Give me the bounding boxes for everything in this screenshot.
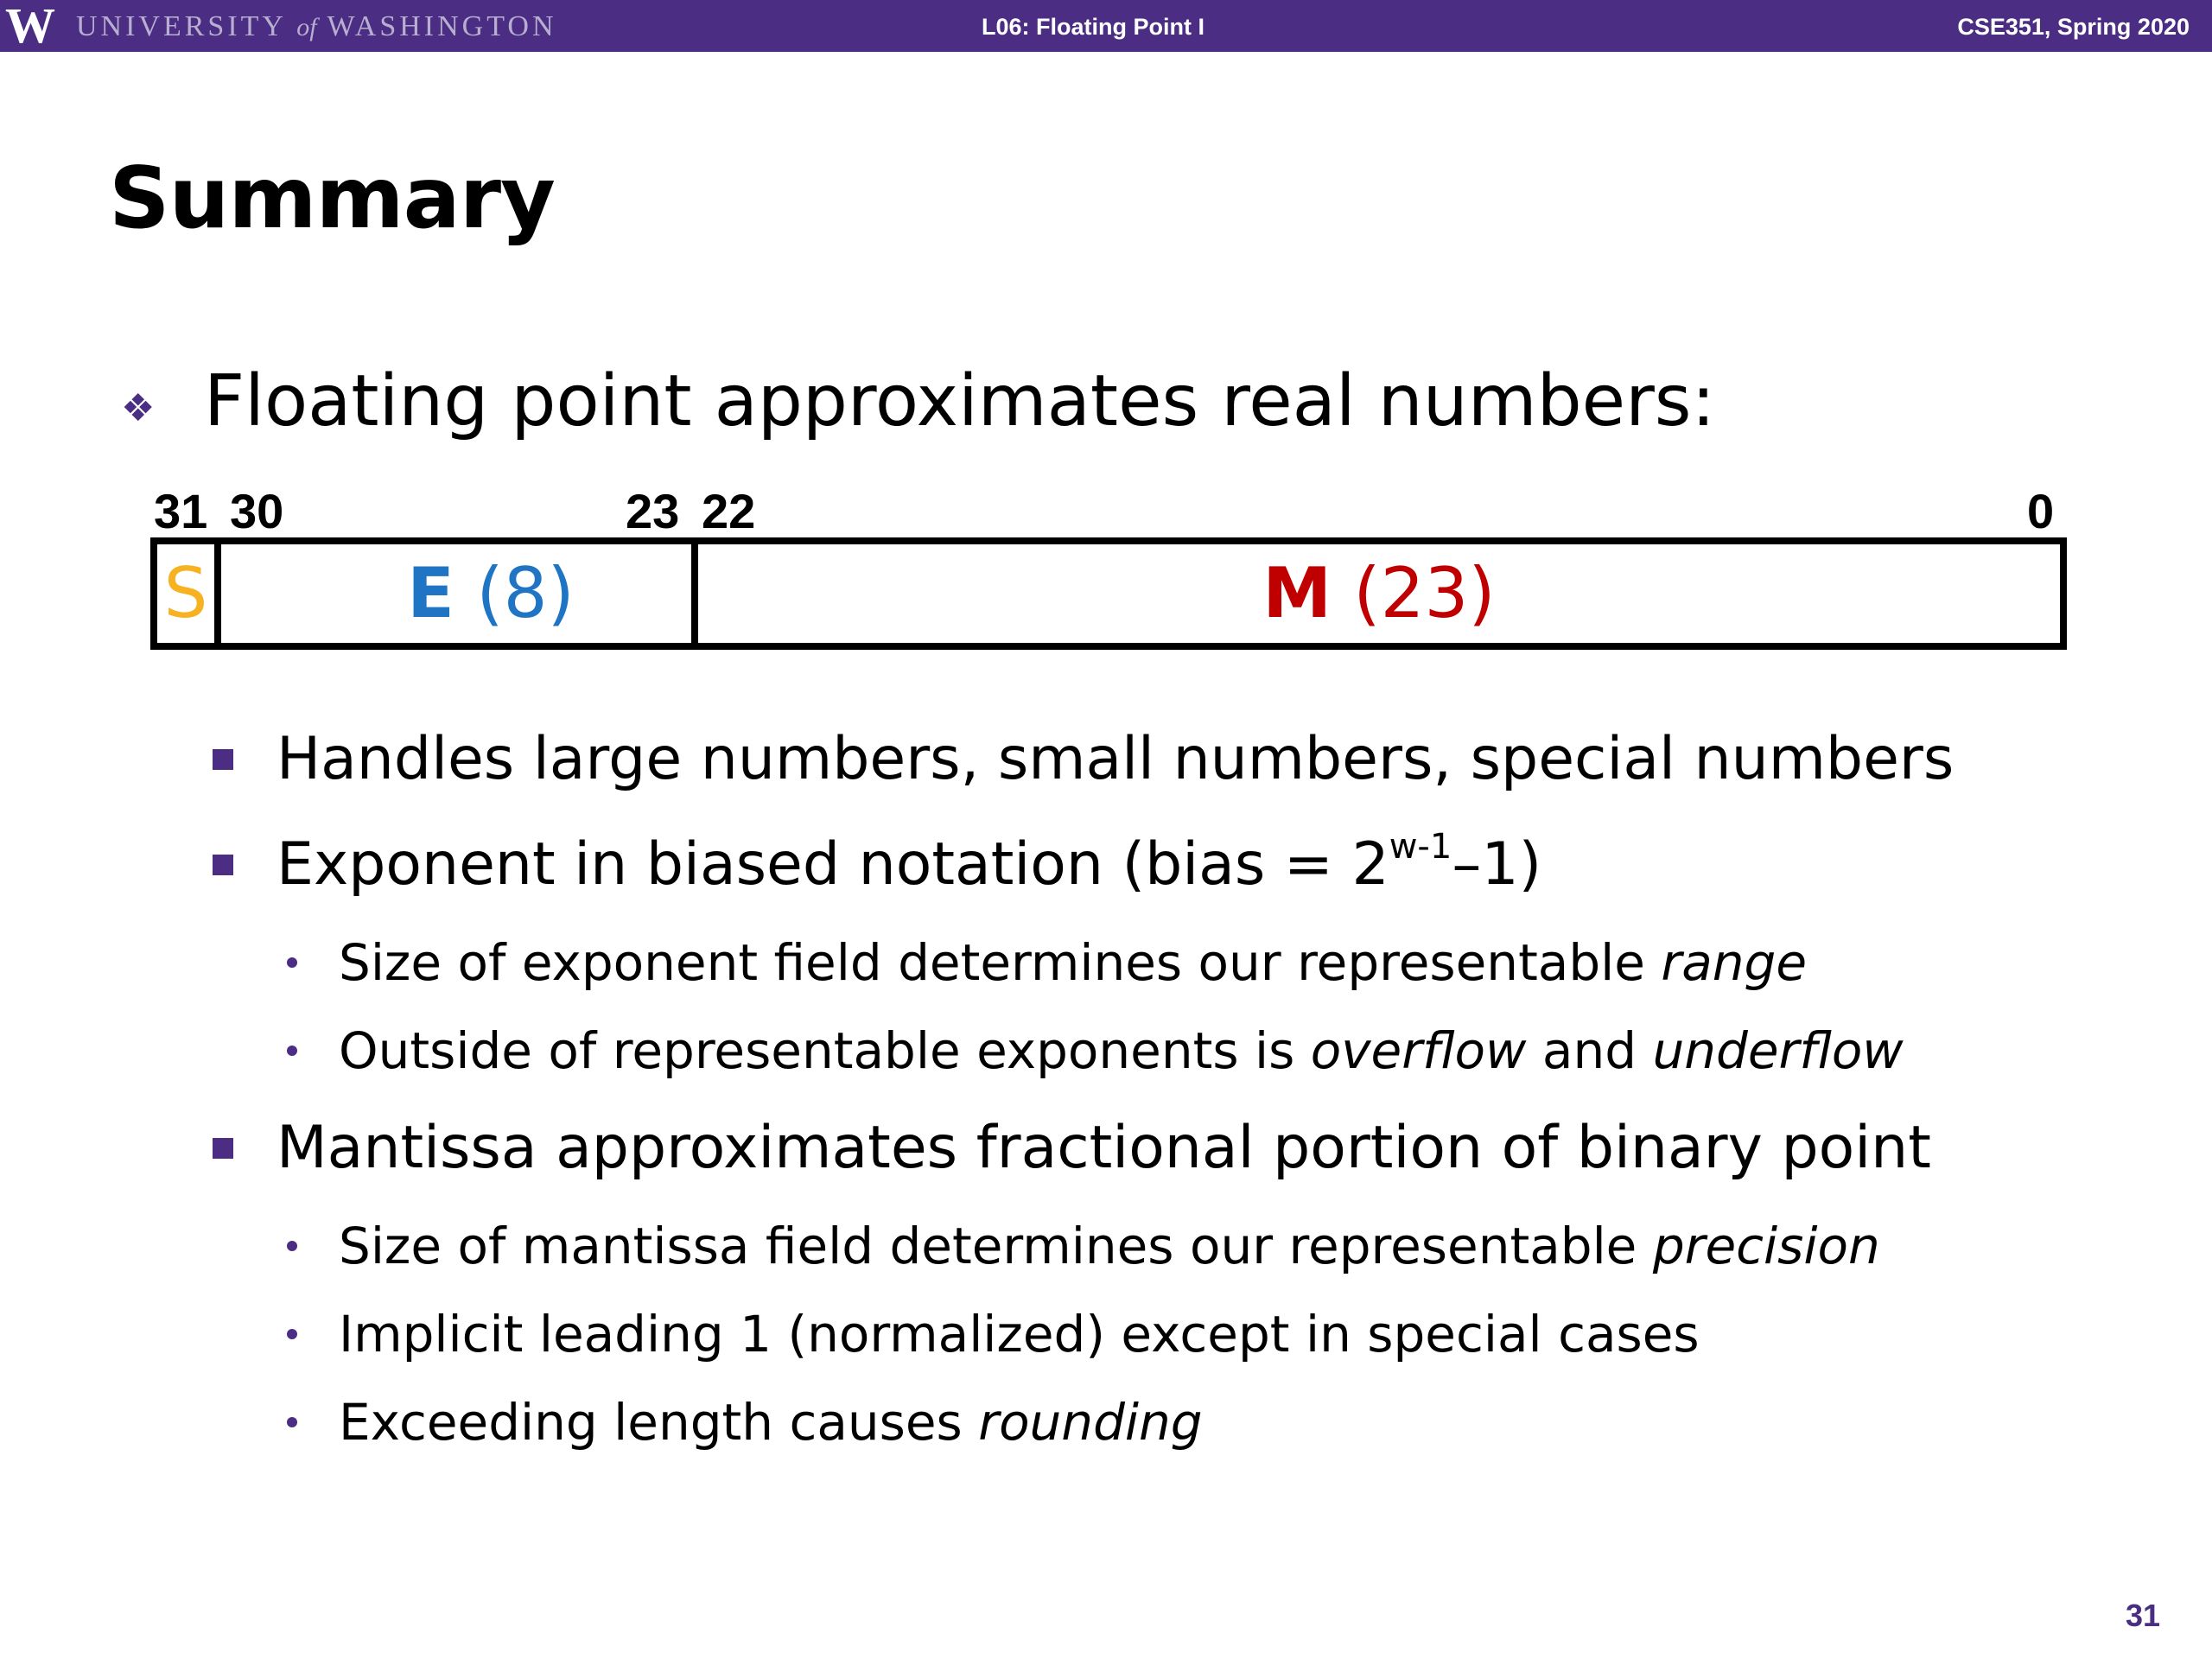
bullet-precision [0, 1203, 2212, 1289]
course-title: CSE351, Spring 2020 [1957, 14, 2190, 40]
mantissa-field-label: M [1262, 553, 1332, 633]
outside-text: Outside of representable exponents is [339, 1021, 1311, 1080]
bit-label-0: 0 [2027, 484, 2055, 538]
square-bullet-icon [213, 855, 233, 875]
range-text: Size of exponent field determines our representable [339, 933, 1662, 992]
square-bullet-icon [213, 749, 233, 770]
exponent-text-post: –1) [1452, 830, 1542, 899]
bullet-text [339, 919, 1807, 1006]
bullet-exponent [0, 817, 2212, 912]
rounding-text: Exceeding length causes [339, 1393, 979, 1452]
bullet-rounding [0, 1379, 2212, 1465]
university-name-post: WASHINGTON [327, 10, 557, 42]
bullet-mantissa [0, 1101, 2212, 1196]
sign-field [157, 544, 214, 643]
precision-text: Size of mantissa field determines our representable [339, 1217, 1653, 1275]
bullet-text [339, 1007, 1904, 1094]
exponent-mantissa-divider [691, 544, 698, 643]
bullet-implicit [0, 1291, 2212, 1377]
lecture-title: L06: Floating Point I [982, 14, 1205, 40]
uw-logo: W [5, 0, 55, 54]
university-name-pre: UNIVERSITY [76, 10, 286, 42]
bullet-handles [0, 712, 2212, 807]
bullet-text [339, 1203, 1880, 1289]
bit-label-22: 22 [702, 484, 756, 538]
header-bar [0, 0, 2212, 52]
bullet-text [339, 1379, 1203, 1465]
exponent-field-label: E [407, 553, 454, 633]
intro-text: Floating point approximates real numbers: [204, 360, 1716, 442]
university-name-of: of [296, 13, 317, 41]
bit-label-31: 31 [154, 484, 208, 538]
bit-label-30: 30 [230, 484, 284, 538]
dot-bullet-icon [287, 1417, 297, 1427]
sign-exponent-divider [214, 544, 221, 643]
rounding-emphasis: rounding [978, 1393, 1203, 1452]
bullet-text: Handles large numbers, small numbers, special numbers [276, 725, 1955, 793]
mantissa-field [698, 544, 2060, 643]
exponent-field-width: (8) [476, 553, 575, 633]
exponent-text-pre: Exponent in biased notation (bias = 2 [276, 830, 1389, 899]
overflow-emphasis: overflow [1310, 1021, 1527, 1080]
bit-label-23: 23 [626, 484, 680, 538]
outside-and: and [1526, 1021, 1653, 1080]
bullet-text: Implicit leading 1 (normalized) except in special cases [339, 1305, 1700, 1363]
slide-title: Summary [109, 149, 555, 248]
page-number: 31 [2125, 1598, 2160, 1633]
underflow-emphasis: underflow [1652, 1021, 1904, 1080]
exponent-field [221, 544, 760, 643]
university-name [76, 0, 557, 54]
sign-field-label: S [163, 553, 208, 633]
dot-bullet-icon [287, 957, 297, 968]
bullet-range [0, 919, 2212, 1006]
dot-bullet-icon [287, 1329, 297, 1339]
dot-bullet-icon [287, 1046, 297, 1056]
square-bullet-icon [213, 1138, 233, 1159]
bit-position-labels [0, 484, 2212, 539]
dot-bullet-icon [287, 1241, 297, 1251]
mantissa-field-width: (23) [1353, 553, 1496, 633]
four-diamond-bullet-icon: ❖ [121, 386, 156, 430]
range-emphasis: range [1661, 933, 1808, 992]
precision-emphasis: precision [1652, 1217, 1880, 1275]
bullet-text: Mantissa approximates fractional portion of binary point [276, 1114, 1931, 1182]
bullet-overflow [0, 1007, 2212, 1094]
float-format-diagram [150, 537, 2067, 650]
exponent-superscript: w-1 [1389, 827, 1452, 867]
bullet-text [276, 817, 1541, 912]
